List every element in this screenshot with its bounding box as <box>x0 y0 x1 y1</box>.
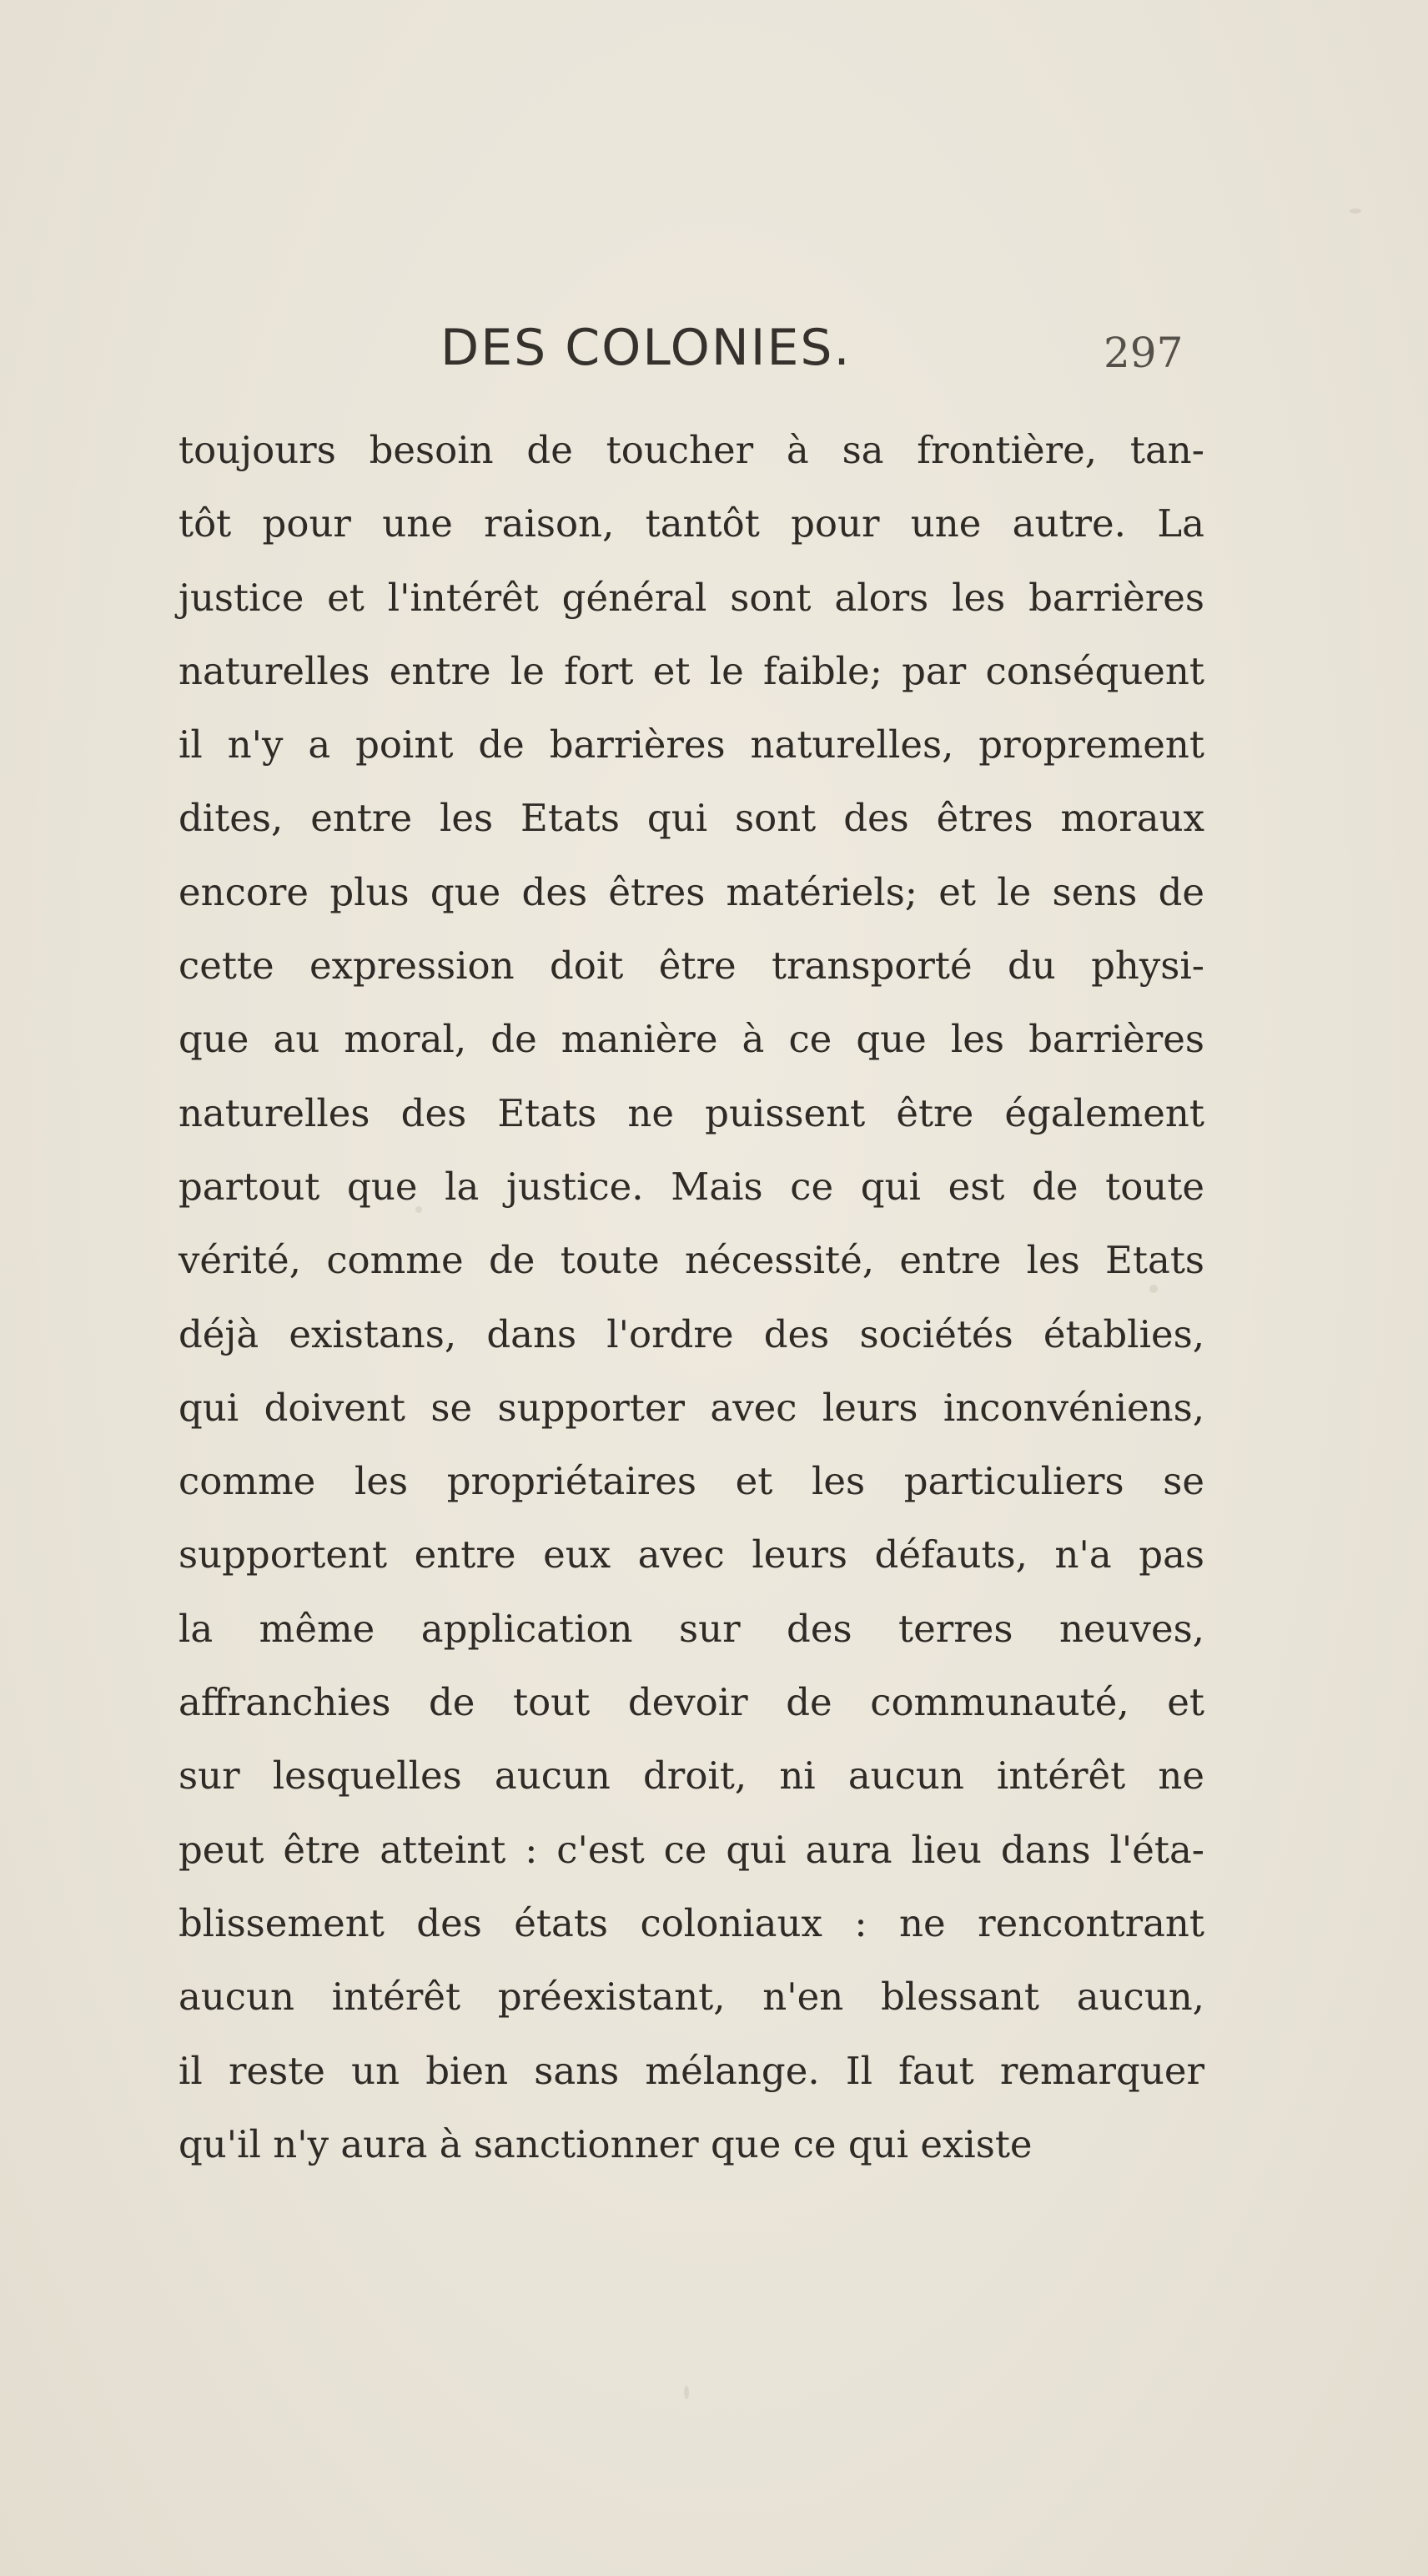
text-line: que au moral, de manière à ce que les barrières <box>178 1017 1204 1062</box>
paper-stain <box>684 2386 689 2399</box>
running-title: DES COLONIES. <box>440 319 852 377</box>
body-text <box>178 414 1204 2181</box>
text-line: naturelles entre le fort et le faible; par conséquent <box>178 648 1204 693</box>
text-line: peut être atteint : c'est ce qui aura lieu dans l'éta- <box>178 1827 1204 1872</box>
page-number: 297 <box>1104 329 1184 377</box>
text-line: vérité, comme de toute nécessité, entre les Etats <box>178 1238 1204 1283</box>
text-line: déjà existans, dans l'ordre des sociétés établies, <box>178 1311 1204 1356</box>
text-line: blissement des états coloniaux : ne rencontrant <box>178 1900 1204 1945</box>
text-line: aucun intérêt préexistant, n'en blessant aucun, <box>178 1975 1204 2020</box>
paper-stain <box>1350 209 1361 214</box>
text-line: qu'il n'y aura à sanctionner que ce qui existe <box>178 2121 1033 2166</box>
text-line: il reste un bien sans mélange. Il faut remarquer <box>178 2048 1204 2093</box>
text-line: la même application sur des terres neuves, <box>178 1606 1204 1651</box>
page-header <box>0 310 1428 385</box>
text-line: toujours besoin de toucher à sa frontière, tan- <box>178 428 1204 472</box>
text-line: cette expression doit être transporté du physi- <box>178 943 1204 989</box>
text-line: naturelles des Etats ne puissent être également <box>178 1090 1204 1135</box>
text-line: justice et l'intérêt général sont alors les barrières <box>178 575 1204 620</box>
text-line: tôt pour une raison, tantôt pour une autre. La <box>178 501 1204 546</box>
text-line: affranchies de tout devoir de communauté, et <box>178 1680 1204 1725</box>
text-line: dites, entre les Etats qui sont des êtres moraux <box>178 796 1204 841</box>
text-line: sur lesquelles aucun droit, ni aucun intérêt ne <box>178 1753 1204 1799</box>
text-line: il n'y a point de barrières naturelles, proprement <box>178 722 1204 767</box>
text-line: partout que la justice. Mais ce qui est de toute <box>178 1164 1204 1209</box>
text-line: comme les propriétaires et les particuliers se <box>178 1459 1204 1504</box>
text-line: qui doivent se supporter avec leurs inconvéniens, <box>178 1385 1204 1430</box>
text-line: supportent entre eux avec leurs défauts, n'a pas <box>178 1532 1204 1577</box>
text-line: encore plus que des êtres matériels; et le sens de <box>178 869 1204 914</box>
